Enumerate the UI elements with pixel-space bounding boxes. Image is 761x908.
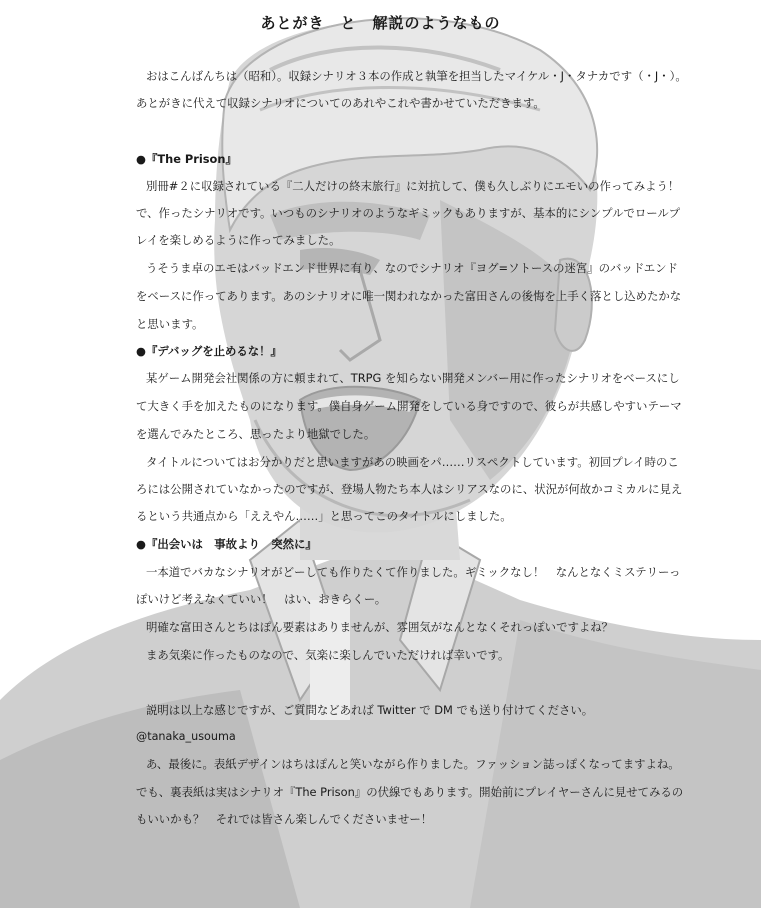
intro-line-2: あとがきに代えて収録シナリオについてのあれやこれや書かせていただきます。	[136, 96, 545, 110]
closing-line-1: 説明は以上な感じですが、ご質問などあれば Twitter で DM でも送り付けてください。	[146, 703, 594, 717]
twitter-handle: @tanaka_usouma	[136, 730, 236, 743]
section-line: ぽいけど考えなくていい！ はい、おきらくー。	[136, 592, 387, 606]
section-line: 別冊#２に収録されている『二人だけの終末旅行』に対抗して、僕も久しぶりにエモいの作ってみよう！	[146, 179, 680, 193]
section-line: るという共通点から「ええやん……」と思ってこのタイトルにしました。	[136, 509, 512, 523]
section-line: をベースに作ってあります。あのシナリオに唯一関われなかった富田さんの後悔を上手く落とし込めたかな	[136, 289, 682, 303]
page-title: あとがき と 解説のようなもの	[260, 14, 501, 32]
section-heading-encounter: ●『出会いは 事故より 突然に』	[136, 537, 317, 551]
section-line: 明確な富田さんとちはぽん要素はありませんが、雰囲気がなんとなくそれっぽいですよね？	[146, 620, 614, 634]
section-line: 一本道でバカなシナリオがどーしても作りたくて作りました。ギミックなし！ なんとなくミステリーっ	[146, 565, 681, 579]
section-heading-the-prison: ●『The Prison』	[136, 152, 237, 166]
section-line: 某ゲーム開発会社関係の方に頼まれて、TRPG を知らない開発メンバー用に作ったシナリオをベースにし	[146, 371, 680, 385]
closing-line-4: もいいかも？ それでは皆さん楽しんでくださいませー！	[136, 812, 433, 826]
intro-line-1: おはこんばんちは（昭和）。収録シナリオ３本の作成と執筆を担当したマイケル・J・タナカです（・J・）。	[146, 69, 687, 83]
section-line: と思います。	[136, 317, 204, 331]
section-line: うそうま卓のエモはバッドエンド世界に有り、なのでシナリオ『ヨグ=ソトースの迷宮』のバッドエンド	[146, 261, 678, 275]
section-line: レイを楽しめるように作ってみました。	[136, 233, 341, 247]
closing-line-3: でも、裏表紙は実はシナリオ『The Prison』の伏線でもあります。開始前にプレイヤーさんに見せてみるの	[136, 785, 684, 799]
closing-line-2: あ、最後に。表紙デザインはちはぽんと笑いながら作りました。ファッション誌っぽくなってますよね。	[146, 757, 680, 771]
section-heading-debug: ●『デバッグを止めるな！』	[136, 344, 282, 358]
section-line: ろには公開されていなかったのですが、登場人物たち本人はシリアスなのに、状況が何故かコミカルに見え	[136, 482, 683, 496]
section-line: て大きく手を加えたものになります。僕自身ゲーム開発をしている身ですので、彼らが共感しやすいテーマ	[136, 399, 682, 413]
section-line: で、作ったシナリオです。いつものシナリオのようなギミックもありますが、基本的にシンプルでロールプ	[136, 206, 681, 220]
section-line: まあ気楽に作ったものなので、気楽に楽しんでいただければ幸いです。	[146, 648, 510, 662]
section-line: を選んでみたところ、思ったより地獄でした。	[136, 427, 376, 441]
section-line: タイトルについてはお分かりだと思いますがあの映画をパ……リスペクトしています。初回プレイ時のこ	[146, 455, 679, 469]
